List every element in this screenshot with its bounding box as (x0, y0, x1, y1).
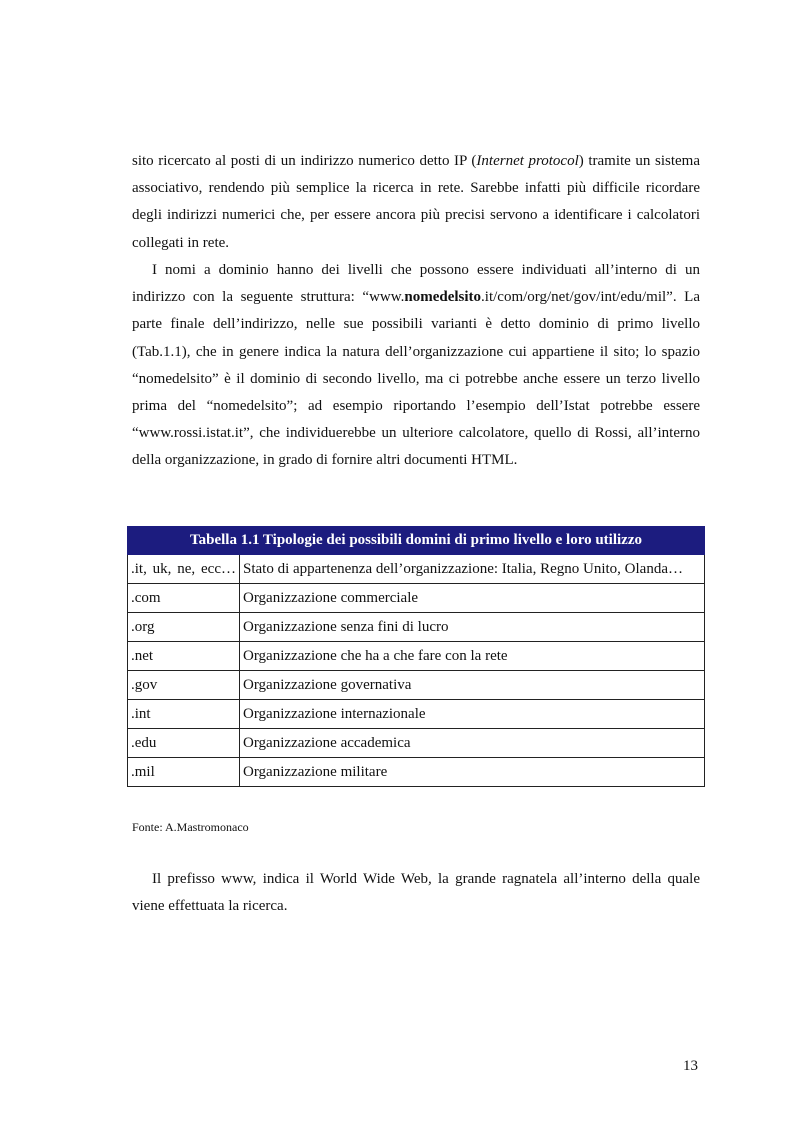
domain-cell: .edu (128, 729, 240, 758)
text-span: la grande ragnatela all’interno della quale viene effettuata la ricerca. (132, 871, 700, 915)
description-cell: Organizzazione commerciale (240, 584, 705, 613)
table-row (128, 729, 705, 758)
domain-cell: .gov (128, 671, 240, 700)
table-row (128, 584, 705, 613)
description-cell: Organizzazione militare (240, 758, 705, 787)
italic-mark: , (428, 871, 432, 887)
bold-term: nomedelsito (404, 289, 482, 306)
domain-cell: .mil (128, 758, 240, 787)
description-cell: Organizzazione accademica (240, 729, 705, 758)
table-row (128, 642, 705, 671)
description-cell: Organizzazione che ha a che fare con la rete (240, 642, 705, 671)
domain-cell: .it, uk, ne, ecc… (128, 555, 240, 584)
text-span: ) tramite un sistema associativo, rendendo più semplice la ricerca in rete. Sarebbe infatti più difficile ricordare degli indirizzi numerici che, per essere ancora più precisi servono a identificare i calcolatori collegati in rete. (132, 153, 700, 251)
table-row (128, 671, 705, 700)
table-row (128, 613, 705, 642)
table-title: Tabella 1.1 Tipologie dei possibili domini di primo livello e loro utilizzo (128, 527, 705, 555)
table-source: Fonte: A.Mastromonaco (132, 820, 249, 834)
domain-cell: .com (128, 584, 240, 613)
domain-cell: .net (128, 642, 240, 671)
description-cell: Organizzazione governativa (240, 671, 705, 700)
text-span: Il prefisso www, indica il World Wide Web (152, 871, 428, 887)
text-span: .it/com/org/net/gov/int/edu/mil”. La parte finale dell’indirizzo, nelle sue possibili varianti è detto dominio di primo livello (Tab.1.1), che in genere indica la natura dell’organizzazione cui appartiene il sito; lo spazio “nomedelsito” è il dominio di secondo livello, ma ci potrebbe anche essere un terzo livello prima del “nomedelsito”; ad esempio riportando l’esempio dell’Istat potrebbe essere “www.rossi.istat.it”, che individuerebbe un ulteriore calcolatore, quello di Rossi, all’interno della organizzazione, in grado di fornire altri documenti HTML. (132, 289, 700, 469)
description-cell: Organizzazione internazionale (240, 700, 705, 729)
italic-term: Internet protocol (476, 153, 579, 169)
description-cell: Organizzazione senza fini di lucro (240, 613, 705, 642)
page-number: 13 (683, 1058, 698, 1074)
paragraph-domain-levels (132, 257, 700, 475)
text-span: I nomi a dominio hanno dei livelli che possono essere individuati all’interno di un indirizzo con la seguente struttura: “www. (132, 262, 700, 306)
paragraph-www (132, 866, 700, 920)
table-row (128, 555, 705, 584)
text-span: sito ricercato al posti di un indirizzo numerico detto IP ( (132, 153, 477, 169)
table-row (128, 758, 705, 787)
domain-table (127, 526, 705, 787)
domain-cell: .int (128, 700, 240, 729)
domain-cell: .org (128, 613, 240, 642)
paragraph-ip (132, 148, 700, 257)
table-row (128, 700, 705, 729)
description-cell: Stato di appartenenza dell’organizzazione: Italia, Regno Unito, Olanda… (240, 555, 705, 584)
